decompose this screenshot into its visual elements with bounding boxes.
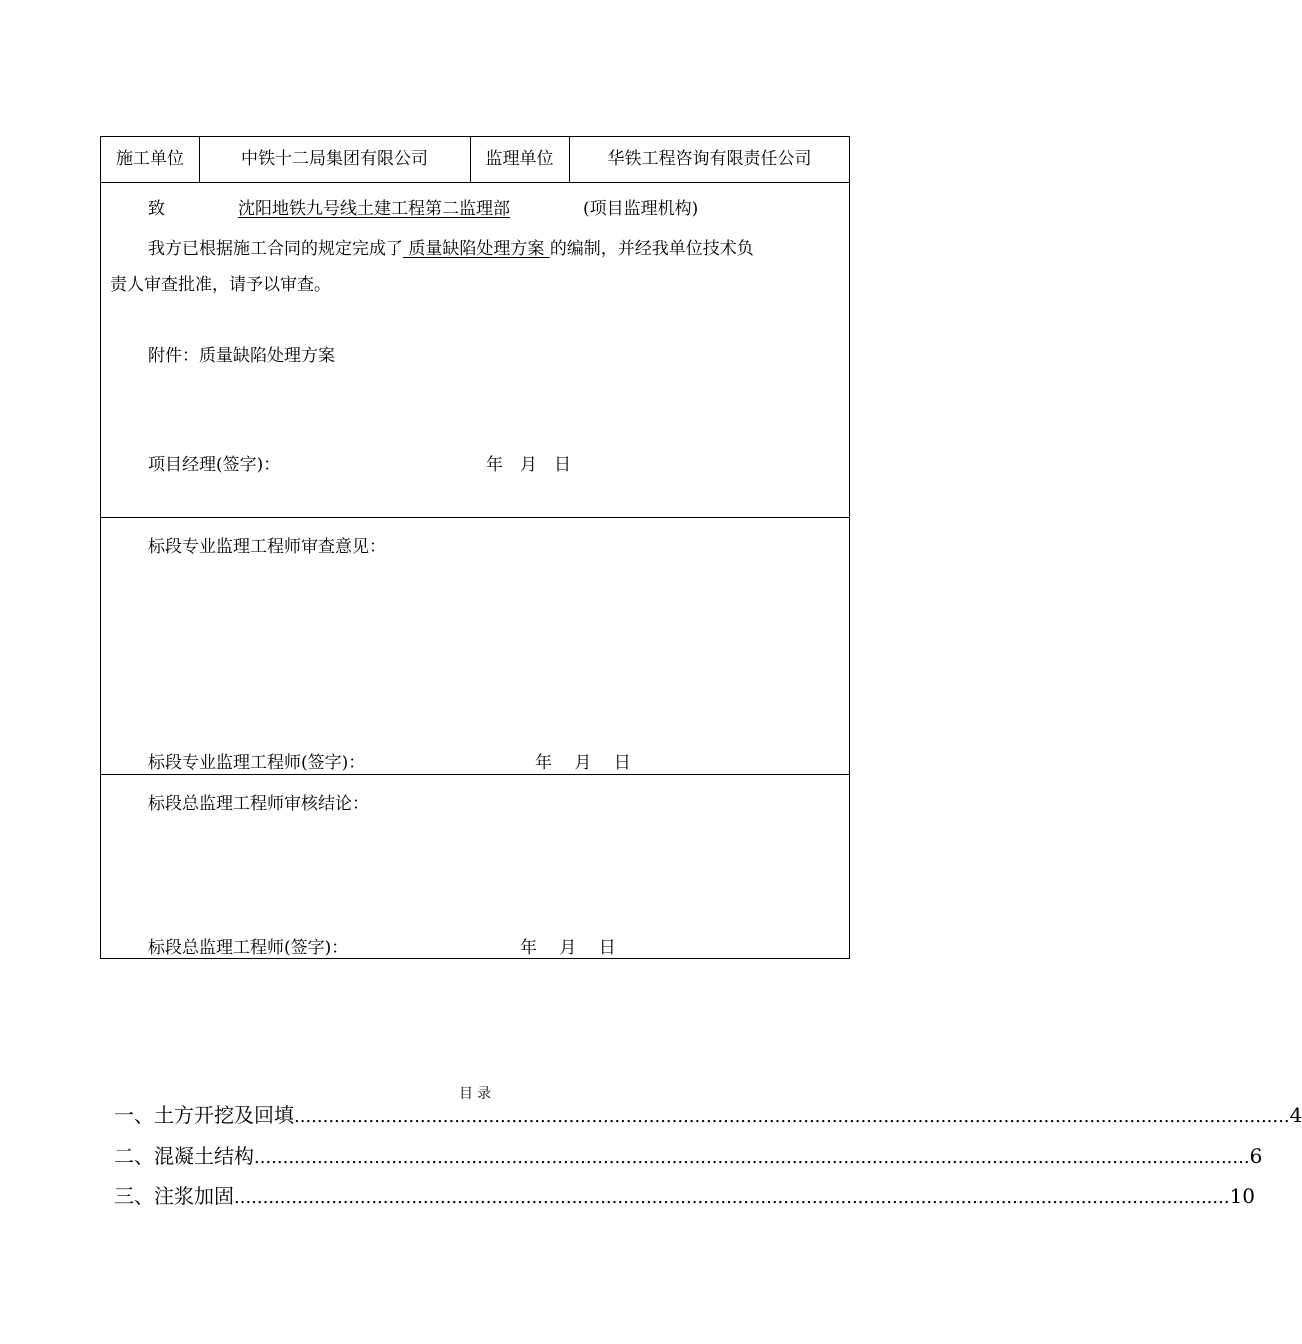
row-divider: [101, 517, 849, 518]
addressee-line: [148, 198, 698, 220]
body-text: 我方已根据施工合同的规定完成了: [148, 239, 403, 259]
review-title: 标段专业监理工程师审查意见：: [148, 537, 386, 557]
construction-unit-value: 中铁十二局集团有限公司: [241, 149, 428, 169]
toc-item-label: 二、混凝土结构: [114, 1144, 254, 1168]
plan-name: 质量缺陷处理方案: [403, 239, 550, 259]
review-signature: 标段专业监理工程师(签字)：: [148, 753, 366, 773]
toc-leader-dots: ..............................................................................................................................................................................: [294, 1106, 1290, 1127]
toc-item-label: 三、注浆加固: [114, 1184, 234, 1208]
review-date: 年 月 日: [535, 753, 631, 773]
toc-leader-dots: ..............................................................................................................................................................................: [234, 1187, 1230, 1208]
approval-date: 年 月 日: [520, 938, 616, 958]
toc-item-page: 4: [1289, 1103, 1302, 1127]
row-divider: [101, 774, 849, 775]
submission-date: 年 月 日: [486, 455, 571, 475]
row-divider: [101, 182, 849, 183]
addressee-prefix: 致: [148, 199, 165, 219]
supervision-unit-label: 监理单位: [485, 149, 554, 169]
approval-signature: 标段总监理工程师(签字)：: [148, 938, 349, 958]
toc-item[interactable]: [114, 1181, 1256, 1213]
toc-item-page: 10: [1229, 1184, 1256, 1208]
submission-body-line2: 责人审查批准，请予以审查。: [110, 275, 331, 295]
submission-body-line1: [148, 238, 754, 260]
toc-item-page: 6: [1249, 1144, 1263, 1168]
toc-item[interactable]: [114, 1100, 1302, 1132]
addressee-org: 沈阳地铁九号线土建工程第二监理部: [238, 199, 510, 219]
addressee-suffix: (项目监理机构): [583, 199, 699, 219]
construction-unit-label: 施工单位: [116, 149, 184, 169]
supervision-unit-value: 华铁工程咨询有限责任公司: [607, 149, 812, 169]
toc-item[interactable]: [114, 1141, 1263, 1173]
body-text: 的编制，并经我单位技术负: [549, 239, 754, 259]
approval-title: 标段总监理工程师审核结论：: [148, 794, 369, 814]
submission-form: [100, 136, 850, 959]
project-manager-signature: 项目经理(签字)：: [148, 455, 281, 475]
toc-leader-dots: ..............................................................................................................................................................................: [254, 1147, 1250, 1168]
toc-title: 目录: [459, 1086, 495, 1102]
toc-item-label: 一、土方开挖及回填: [114, 1103, 294, 1127]
attachment-line: 附件：质量缺陷处理方案: [148, 346, 335, 366]
